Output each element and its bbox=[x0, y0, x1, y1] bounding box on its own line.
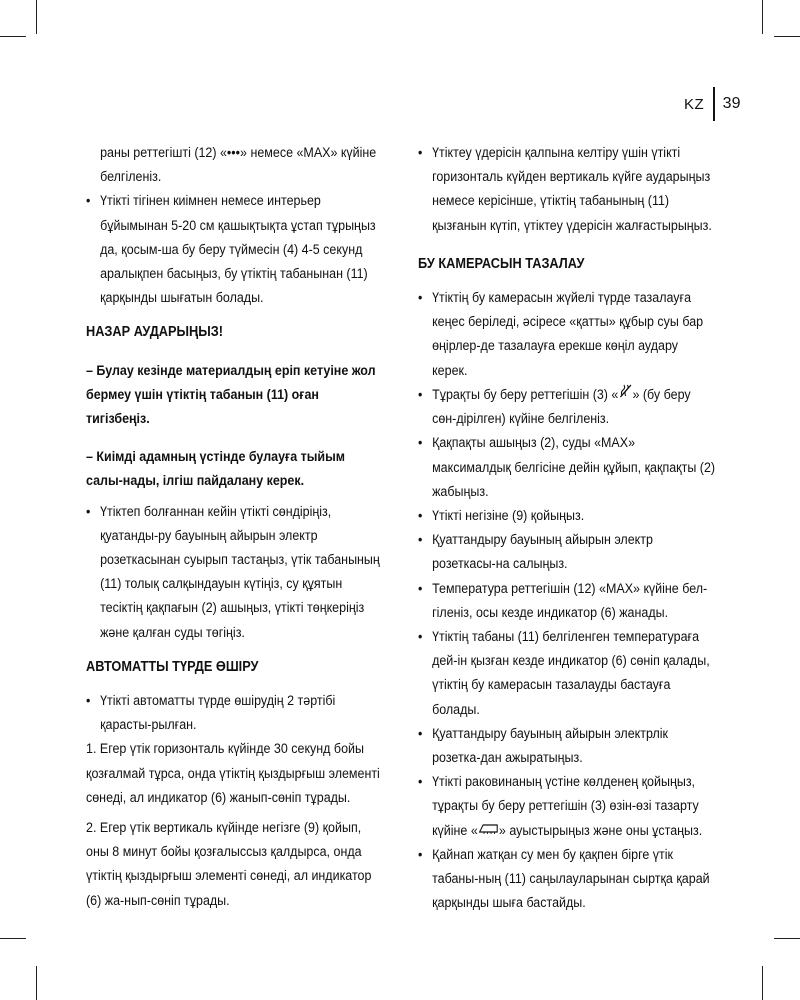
section-heading-steam-cleaning: БУ КАМЕРАСЫН ТАЗАЛАУ bbox=[418, 255, 585, 272]
bullet-item: • Қайнап жатқан су мен бу қақпен бірге үтік табаны-ның (11) саңылауларынан сыртқа қарай қарқынды шыға бастайды. bbox=[418, 843, 715, 916]
bullet-item bbox=[418, 383, 715, 432]
section-heading-auto-off: АВТОМАТТЫ ТҮРДЕ ӨШІРУ bbox=[86, 658, 259, 675]
page-header bbox=[684, 90, 740, 118]
crop-mark bbox=[774, 938, 800, 939]
section-heading-attention: НАЗАР АУДАРЫҢЫЗ! bbox=[86, 324, 223, 341]
bullet-item bbox=[418, 770, 715, 843]
bullet-item: • Үтікті негізіне (9) қойыңыз. bbox=[418, 504, 715, 528]
crop-mark bbox=[774, 36, 800, 37]
bullet-item: • Үтіктің табаны (11) белгіленген температураға дей-ін қызған кезде индикатор (6) сөніп қалады, үтіктің бу камерасын тазалауды бастауға болады. bbox=[418, 625, 715, 722]
bullet-item: • Үтіктеу үдерісін қалпына келтіру үшін үтікті горизонталь күйден вертикаль күйге аударыңыз немесе керісінше, үтіктің табанының (11) қызғанын күтіп, үтіктеу үдерісін жалғастырыңыз. bbox=[418, 141, 715, 238]
bullet-item: • Үтіктің бу камерасын жүйелі түрде тазалауға кеңес беріледі, әсіресе «қатты» құбыр суы бар өңірлер-де тазалауға ерекше көңіл аудару керек. bbox=[418, 286, 715, 383]
bullet-item: • Қуаттандыру бауының айырын электр розеткасы-на салыңыз. bbox=[418, 528, 715, 576]
bullet-item: • Температура реттегішін (12) «MAX» күйіне бел-гіленіз, осы кезде индикатор (6) жанады. bbox=[418, 577, 715, 625]
text-fragment: Тұрақты бу беру реттегішін (3) « bbox=[432, 386, 619, 403]
text-fragment: Үтікті раковинаның үстіне көлденең қойыңыз, тұрақты бу беру реттегішін (3) өзін-өзі тазарту bbox=[432, 774, 699, 815]
crop-mark bbox=[762, 966, 763, 1000]
bullet-item: • Қақпақты ашыңыз (2), суды «MAX» максималдық белгісіне дейін құйып, қақпақты (2) жабыңыз. bbox=[418, 431, 715, 504]
text-fragment: » (бу беру сөн-дірілген) күйіне белгіленіз. bbox=[432, 386, 691, 428]
warning-text: – Булау кезінде материалдың еріп кетуіне жол бермеу үшін үтіктің табанын (11) оған тигізбеңіз. bbox=[86, 362, 376, 428]
steam-off-icon bbox=[618, 383, 632, 407]
text-fragment: күйіне « bbox=[432, 822, 478, 839]
bullet-item: • Үтікті тігінен киімнен немесе интерьер бұйымынан 5-20 см қашықтықта ұстап тұрыңыз да, қосым-ша бу беру түймесін (4) 4-5 секунд аралықпен басыңыз, бу үтіктің табанынан (11) қарқынды шығатын болады. bbox=[86, 189, 385, 310]
bullet-item: • Үтіктеп болғаннан кейін үтікті сөндіріңіз, қуатанды-ру бауының айырын электр розеткасынан суырып тастаңыз, үтік табанының (11) толық салқындауын күтіңіз, су құятын тесіктің қақпағын (2) ашыңыз, үтікті төңкеріңіз және қалған суды төгіңіз. bbox=[86, 500, 385, 645]
paragraph: 2. Егер үтік вертикаль күйінде негізге (9) қойып, оны 8 минут бойы қозғалыссыз қалдырса, онда үтіктің қыздырғыш элементі сөнеді, ал индикатор (6) жа-нып-сөніп тұрады. bbox=[86, 820, 372, 909]
bullet-item: • Үтікті автоматты түрде өшірудің 2 тәртібі қарасты-рылған. bbox=[86, 689, 385, 737]
page-number: 39 bbox=[722, 95, 741, 112]
header-divider bbox=[713, 87, 715, 121]
left-column bbox=[86, 141, 385, 913]
warning-text: – Киімді адамның үстінде булауға тыйым салы-нады, ілгіш пайдалану керек. bbox=[86, 449, 345, 490]
crop-mark bbox=[36, 966, 37, 1000]
paragraph: раны реттегішті (12) «•••» немесе «MAX» күйіне белгіленіз. bbox=[100, 145, 377, 186]
language-code: KZ bbox=[684, 95, 705, 113]
text-fragment: » ауыстырыңыз және оны ұстаңыз. bbox=[498, 822, 703, 839]
bullet-item: • Қуаттандыру бауының айырын электрлік розетка-дан ажыратыңыз. bbox=[418, 722, 715, 770]
self-clean-icon bbox=[478, 819, 499, 843]
right-column bbox=[418, 141, 715, 916]
crop-mark bbox=[0, 938, 26, 939]
crop-mark bbox=[36, 0, 37, 34]
paragraph: 1. Егер үтік горизонталь күйінде 30 секунд бойы қозғалмай тұрса, онда үтіктің қыздырғыш элементі сөнеді, ал индикатор (6) жанып-сөніп тұрады. bbox=[86, 741, 380, 806]
crop-mark bbox=[762, 0, 763, 34]
crop-mark bbox=[0, 36, 26, 37]
